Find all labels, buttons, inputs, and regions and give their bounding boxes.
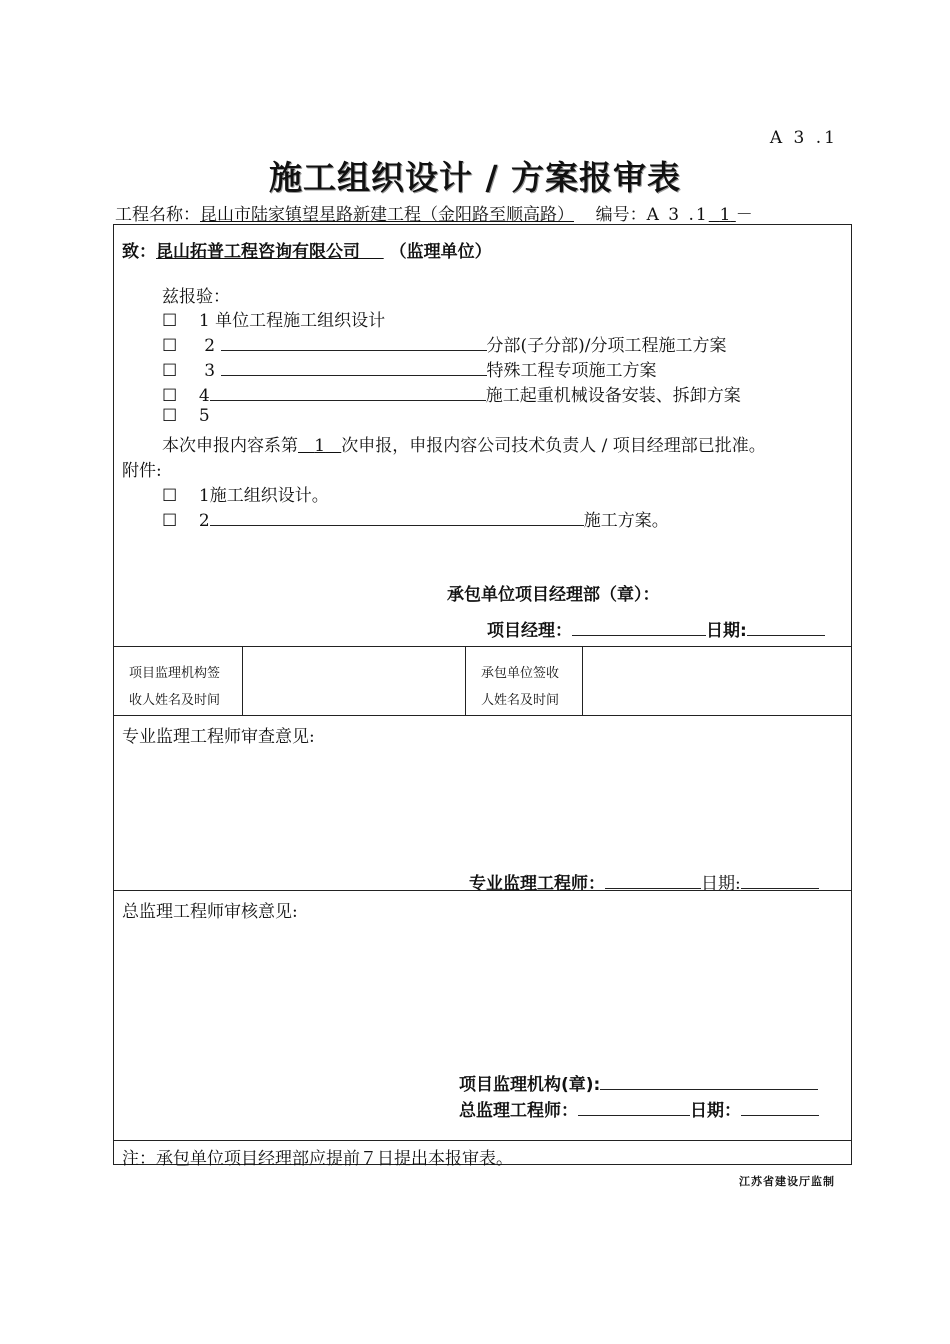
specialist-review-heading: 专业监理工程师审查意见: xyxy=(122,727,315,747)
project-label: 工程名称： xyxy=(115,205,200,225)
checkbox-icon[interactable]: ☐ xyxy=(162,386,178,406)
item-3: ☐ 3 特殊工程专项施工方案 xyxy=(162,361,657,381)
number-value: A 3 .1 xyxy=(646,205,709,225)
supervisor-receipt-label: 项目监理机构签 收人姓名及时间 xyxy=(129,666,221,708)
checkbox-icon[interactable]: ☐ xyxy=(162,511,178,531)
addressee-suffix: （监理单位） xyxy=(389,242,492,262)
addressee-line: 致：昆山拓普工程咨询有限公司 （监理单位） xyxy=(122,242,492,262)
supervision-org-line: 项目监理机构(章): xyxy=(459,1070,818,1095)
attachments-label: 附件: xyxy=(122,461,162,481)
checkbox-icon[interactable]: ☐ xyxy=(162,361,178,381)
manager-signature-blank[interactable] xyxy=(572,621,706,636)
form-table xyxy=(113,224,852,1169)
supervisor-receipt-field[interactable] xyxy=(243,647,464,715)
org-seal-blank[interactable] xyxy=(600,1075,818,1090)
declaration: 本次申报内容系第 1 次申报，申报内容公司技术负责人 / 项目经理部已批准。 xyxy=(162,436,766,456)
checkbox-icon[interactable]: ☐ xyxy=(162,311,178,331)
checkbox-icon[interactable]: ☐ xyxy=(162,486,178,506)
item-5: ☐ 5 xyxy=(162,406,210,426)
date-blank[interactable] xyxy=(747,621,825,636)
project-name: 昆山市陆家镇望星路新建工程（金阳路至顺高路） xyxy=(200,205,574,225)
specialist-review-area[interactable] xyxy=(122,750,842,860)
checkbox-icon[interactable]: ☐ xyxy=(162,406,178,426)
number-dash: － xyxy=(735,205,753,225)
footnote: 注：承包单位项目经理部应提前７日提出本报审表。 xyxy=(122,1149,513,1169)
date-blank[interactable] xyxy=(741,1101,819,1116)
number-label: 编号： xyxy=(595,205,647,225)
checkbox-icon[interactable]: ☐ xyxy=(162,336,178,356)
project-line xyxy=(115,200,753,225)
contractor-receipt-label: 承包单位签收 人姓名及时间 xyxy=(481,666,560,708)
item-2: ☐ 2 分部(子分部)/分项工程施工方案 xyxy=(162,336,727,356)
issuer-stamp: 江苏省建设厅监制 xyxy=(739,1175,835,1188)
contractor-dept-label: 承包单位项目经理部（章）： xyxy=(447,585,660,605)
form-code: A 3 .1 xyxy=(769,128,838,148)
contractor-receipt-field[interactable] xyxy=(583,647,851,715)
specialist-signature-line: 专业监理工程师： 日期: xyxy=(469,869,819,894)
fill-blank[interactable] xyxy=(221,361,487,376)
item-4: ☐ 4 施工起重机械设备安装、拆卸方案 xyxy=(162,386,741,406)
chief-signature-line: 总监理工程师： 日期： xyxy=(459,1096,819,1121)
chief-review-area[interactable] xyxy=(122,925,842,1065)
chief-signature-blank[interactable] xyxy=(578,1101,690,1116)
attachment-2: ☐ 2 施工方案。 xyxy=(162,511,669,531)
intro-text: 兹报验： xyxy=(162,287,230,307)
fill-blank[interactable] xyxy=(221,336,487,351)
page-title: 施工组织设计 / 方案报审表 xyxy=(268,158,682,197)
item-1: ☐ 1 单位工程施工组织设计 xyxy=(162,311,386,331)
supervision-company: 昆山拓普工程咨询有限公司 xyxy=(156,242,360,262)
date-blank[interactable] xyxy=(741,874,819,889)
fill-blank[interactable] xyxy=(210,386,486,401)
number-suffix: 1 xyxy=(719,205,731,225)
declaration-count: 1 xyxy=(314,436,326,456)
contractor-signature-line: 项目经理： 日期: xyxy=(487,616,825,641)
chief-review-heading: 总监理工程师审核意见: xyxy=(122,902,298,922)
attachment-1: ☐ 1施工组织设计。 xyxy=(162,486,329,506)
fill-blank[interactable] xyxy=(210,511,584,526)
specialist-signature-blank[interactable] xyxy=(605,874,701,889)
